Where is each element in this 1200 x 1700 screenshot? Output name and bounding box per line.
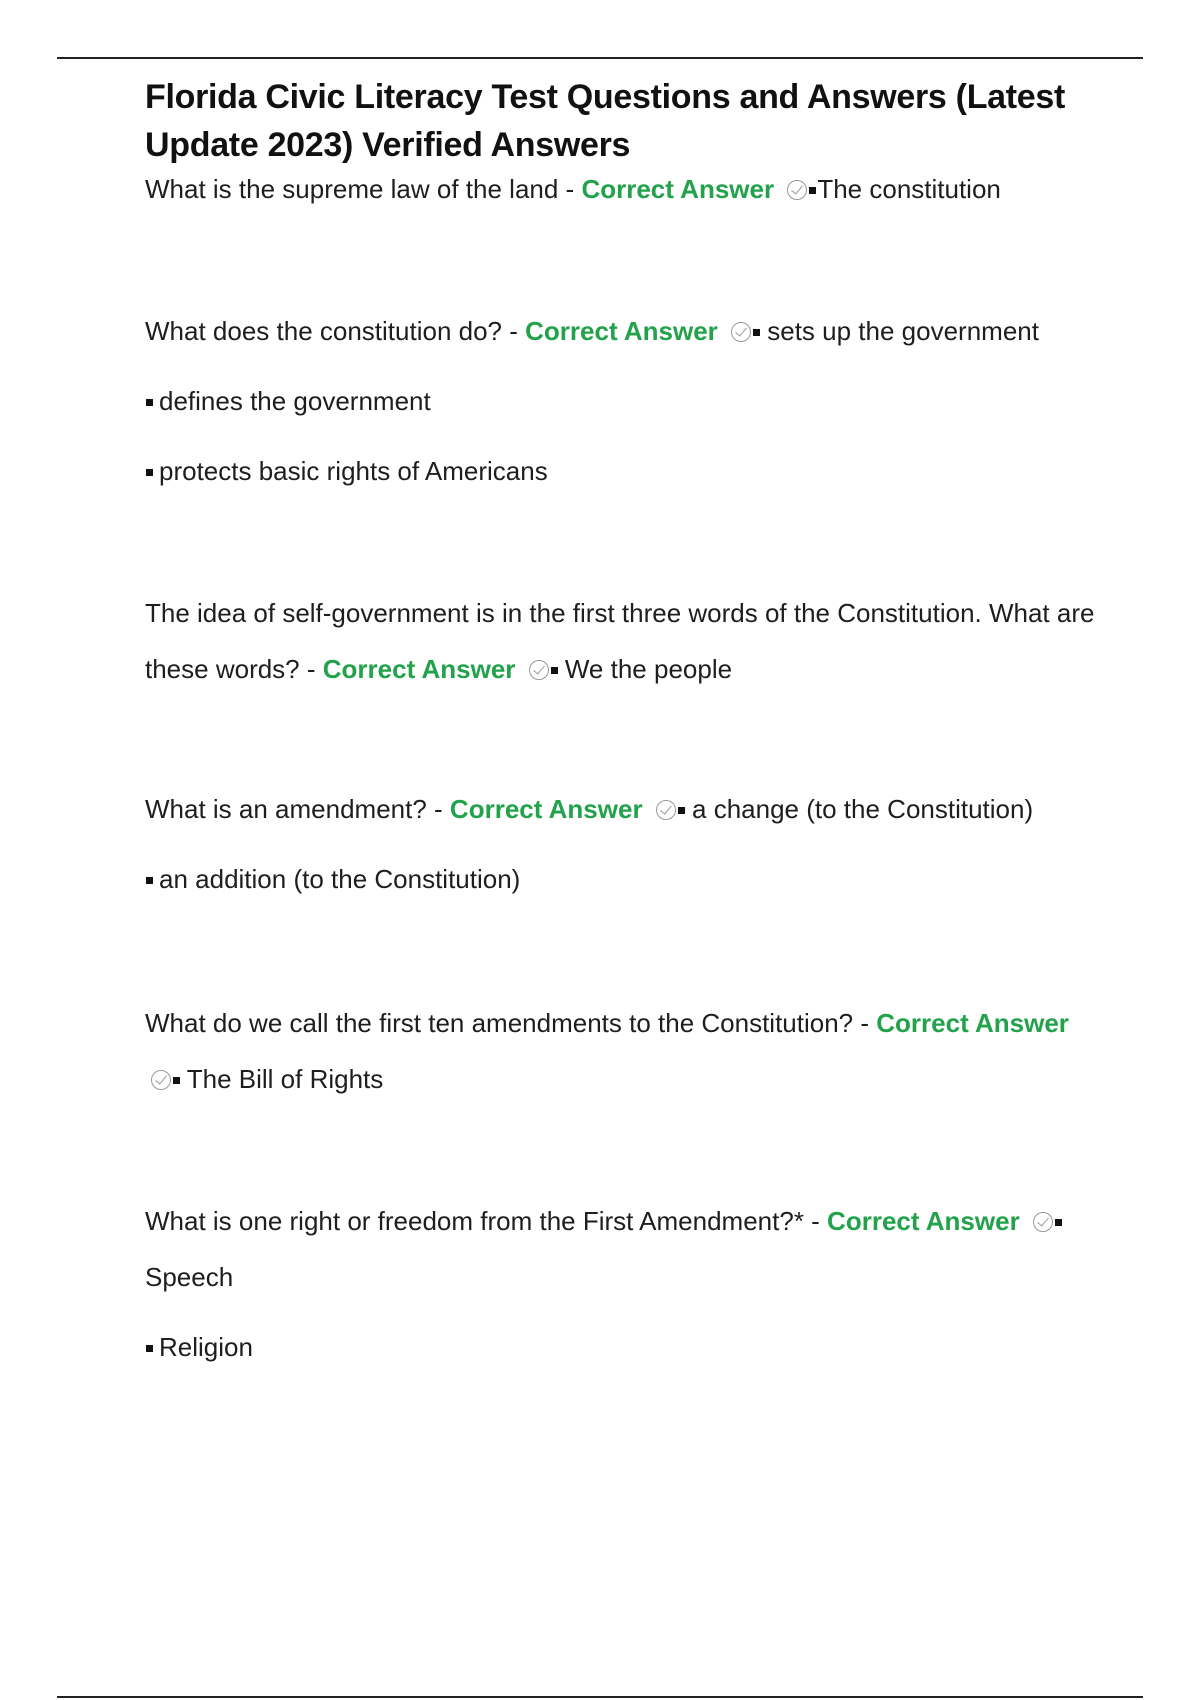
check-circle-icon <box>656 800 676 820</box>
answer-text: The Bill of Rights <box>180 1064 384 1094</box>
answer-bullet-item: protects basic rights of Americans <box>145 443 1095 499</box>
qa-item <box>145 585 1095 697</box>
bottom-rule <box>57 1696 1143 1698</box>
square-bullet-icon <box>146 877 153 884</box>
qa-item <box>145 781 1095 907</box>
question-text: What does the constitution do? - Correct Answer sets up the government <box>145 316 1039 346</box>
answer-bullet-item: an addition (to the Constitution) <box>145 851 1095 907</box>
correct-answer-label: Correct Answer <box>581 174 775 204</box>
question-text: What do we call the first ten amendments to the Constitution? - Correct Answer The Bill of Rights <box>145 1008 1069 1094</box>
question-text: What is an amendment? - Correct Answer a change (to the Constitution) <box>145 794 1034 824</box>
question-text: What is one right or freedom from the First Amendment?* - Correct Answer Speech <box>145 1193 1095 1305</box>
top-rule <box>57 57 1143 59</box>
answer-text: The constitution <box>817 174 1001 204</box>
qa-item <box>145 995 1095 1107</box>
square-bullet-icon <box>146 1345 153 1352</box>
page-title: Florida Civic Literacy Test Questions and Answers (Latest Update 2023) Verified Answers <box>145 78 1066 164</box>
square-bullet-icon <box>753 329 760 336</box>
qa-item <box>145 1193 1095 1375</box>
square-bullet-icon <box>173 1077 180 1084</box>
check-circle-icon <box>731 322 751 342</box>
question-text: The idea of self-government is in the first three words of the Constitution. What are these words? - Correct Answer We the people <box>145 598 1095 684</box>
correct-answer-label: Correct Answer <box>876 1008 1069 1038</box>
square-bullet-icon <box>146 469 153 476</box>
qa-item <box>145 303 1095 499</box>
question-text: What is the supreme law of the land - Correct Answer The constitution <box>145 174 1001 204</box>
square-bullet-icon <box>551 667 558 674</box>
square-bullet-icon <box>146 399 153 406</box>
correct-answer-label: Correct Answer <box>322 654 516 684</box>
square-bullet-icon <box>1055 1219 1062 1226</box>
answer-bullet-item: Religion <box>145 1319 1095 1375</box>
check-circle-icon <box>1033 1212 1053 1232</box>
answer-bullet-item: defines the government <box>145 373 1095 429</box>
document-body <box>145 73 1095 1375</box>
square-bullet-icon <box>809 187 816 194</box>
answer-text: sets up the government <box>760 316 1039 346</box>
answer-text: We the people <box>557 654 733 684</box>
correct-answer-label: Correct Answer <box>449 794 643 824</box>
square-bullet-icon <box>678 807 685 814</box>
correct-answer-label: Correct Answer <box>525 316 718 346</box>
check-circle-icon <box>529 660 549 680</box>
answer-text: a change (to the Constitution) <box>684 794 1034 824</box>
check-circle-icon <box>151 1070 171 1090</box>
qa-item <box>145 161 1095 217</box>
check-circle-icon <box>787 180 807 200</box>
correct-answer-label: Correct Answer <box>827 1206 1020 1236</box>
answer-text: Speech <box>145 1262 234 1292</box>
